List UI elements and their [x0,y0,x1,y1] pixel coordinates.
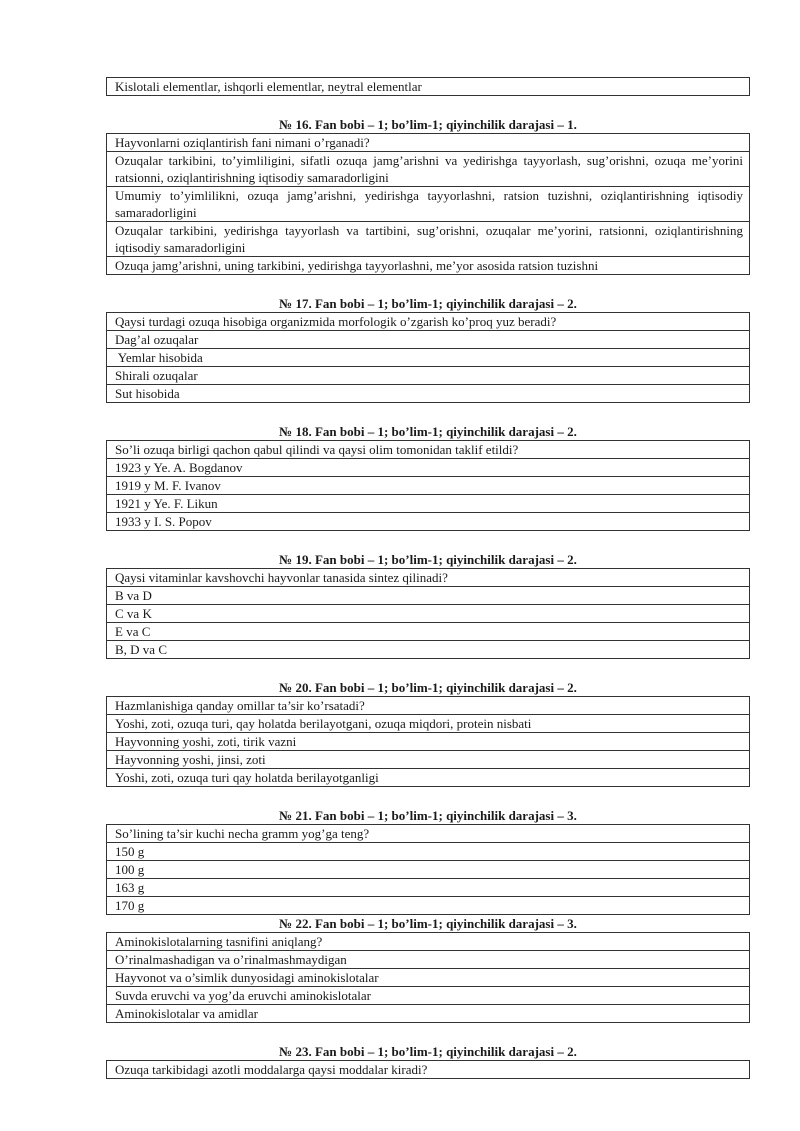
answer-row [107,751,750,769]
question-15-tail-table [106,77,750,96]
question-heading: № 23. Fan bobi – 1; bo’lim-1; qiyinchilik darajasi – 2. [279,1044,577,1059]
answer-cell: B va D [107,587,750,605]
answer-cell: Dag’al ozuqalar [107,331,750,349]
question-heading: № 22. Fan bobi – 1; bo’lim-1; qiyinchilik darajasi – 3. [279,916,577,931]
answer-row [107,843,750,861]
question-cell: Aminokislotalarning tasnifini aniqlang? [107,933,750,951]
answer-cell: Suvda eruvchi va yog’da eruvchi aminokislotalar [107,987,750,1005]
answer-row [107,78,750,96]
answer-row [107,987,750,1005]
answer-row [107,331,750,349]
answer-cell: Ozuqalar tarkibini, to’yimliligini, sifatli ozuqa jamg’arishni va yedirishga tayyorlash, sug’orishni, ozuqa me’yorini ratsionni, oziqlantirishning iqtisodiy samaradorligini [107,152,750,187]
answer-cell: Yoshi, zoti, ozuqa turi, qay holatda berilayotgani, ozuqa miqdori, protein nisbati [107,715,750,733]
question-cell: Qaysi turdagi ozuqa hisobiga organizmida morfologik o’zgarish ko’proq yuz beradi? [107,313,750,331]
answer-row [107,152,750,187]
question-heading: № 21. Fan bobi – 1; bo’lim-1; qiyinchilik darajasi – 3. [279,808,577,823]
answer-row [107,495,750,513]
question-cell: So’lining ta’sir kuchi necha gramm yog’ga teng? [107,825,750,843]
answer-cell: Kislotali elementlar, ishqorli elementlar, neytral elementlar [107,78,750,96]
answer-cell: B, D va C [107,641,750,659]
answer-row [107,969,750,987]
question-table [106,312,750,403]
question-heading: № 20. Fan bobi – 1; bo’lim-1; qiyinchilik darajasi – 2. [279,680,577,695]
answer-row [107,257,750,275]
answer-cell: 1933 y I. S. Popov [107,513,750,531]
question-cell: Hazmlanishiga qanday omillar ta’sir ko’rsatadi? [107,697,750,715]
question-cell: Qaysi vitaminlar kavshovchi hayvonlar tanasida sintez qilinadi? [107,569,750,587]
answer-cell: 100 g [107,861,750,879]
answer-cell: Sut hisobida [107,385,750,403]
answer-row [107,187,750,222]
question-table [106,696,750,787]
question-cell: Ozuqa tarkibidagi azotli moddalarga qaysi moddalar kiradi? [107,1061,750,1079]
question-row [107,1061,750,1079]
answer-cell: 163 g [107,879,750,897]
question-table [106,824,750,915]
question-row [107,441,750,459]
answer-row [107,715,750,733]
answer-row [107,349,750,367]
answer-cell: Yemlar hisobida [107,349,750,367]
answer-row [107,513,750,531]
answer-row [107,605,750,623]
answer-cell: 170 g [107,897,750,915]
answer-cell: 1923 y Ye. A. Bogdanov [107,459,750,477]
answer-cell: 1919 y M. F. Ivanov [107,477,750,495]
answer-row [107,385,750,403]
answer-cell: Hayvonot va o’simlik dunyosidagi aminokislotalar [107,969,750,987]
answer-cell: Shirali ozuqalar [107,367,750,385]
question-row [107,134,750,152]
answer-cell: Yoshi, zoti, ozuqa turi qay holatda berilayotganligi [107,769,750,787]
question-cell: So’li ozuqa birligi qachon qabul qilindi va qaysi olim tomonidan taklif etildi? [107,441,750,459]
question-table [106,568,750,659]
question-table [106,133,750,275]
question-table [106,932,750,1023]
answer-row [107,951,750,969]
question-table [106,1060,750,1079]
answer-cell: Hayvonning yoshi, jinsi, zoti [107,751,750,769]
question-row [107,697,750,715]
answer-cell: Ozuqa jamg’arishni, uning tarkibini, yedirishga tayyorlashni, me’yor asosida ratsion tuzishni [107,257,750,275]
answer-cell: 150 g [107,843,750,861]
answer-cell: O’rinalmashadigan va o’rinalmashmaydigan [107,951,750,969]
answer-row [107,367,750,385]
answer-cell: Hayvonning yoshi, zoti, tirik vazni [107,733,750,751]
answer-cell: 1921 y Ye. F. Likun [107,495,750,513]
answer-row [107,222,750,257]
answer-cell: Umumiy to’yimlilikni, ozuqa jamg’arishni, yedirishga tayyorlashni, ratsion tuzishni, oziqlantirishning iqtisodiy samaradorligini [107,187,750,222]
answer-row [107,879,750,897]
question-heading: № 17. Fan bobi – 1; bo’lim-1; qiyinchilik darajasi – 2. [279,296,577,311]
answer-row [107,861,750,879]
answer-row [107,459,750,477]
question-heading: № 19. Fan bobi – 1; bo’lim-1; qiyinchilik darajasi – 2. [279,552,577,567]
answer-row [107,733,750,751]
answer-row [107,477,750,495]
question-heading: № 18. Fan bobi – 1; bo’lim-1; qiyinchilik darajasi – 2. [279,424,577,439]
question-cell: Hayvonlarni oziqlantirish fani nimani o’rganadi? [107,134,750,152]
document-page [106,77,750,1079]
answer-row [107,897,750,915]
answer-cell: Aminokislotalar va amidlar [107,1005,750,1023]
question-row [107,569,750,587]
question-row [107,313,750,331]
answer-cell: C va K [107,605,750,623]
answer-row [107,623,750,641]
answer-cell: Ozuqalar tarkibini, yedirishga tayyorlash va tartibini, sug’orishni, ozuqalar me’yorini, ratsionni, oziqlantirishning iqtisodiy samaradorligini [107,222,750,257]
question-row [107,825,750,843]
answer-row [107,641,750,659]
answer-row [107,769,750,787]
answer-row [107,1005,750,1023]
answer-cell: E va C [107,623,750,641]
question-heading: № 16. Fan bobi – 1; bo’lim-1; qiyinchilik darajasi – 1. [279,117,577,132]
answer-row [107,587,750,605]
question-table [106,440,750,531]
question-row [107,933,750,951]
